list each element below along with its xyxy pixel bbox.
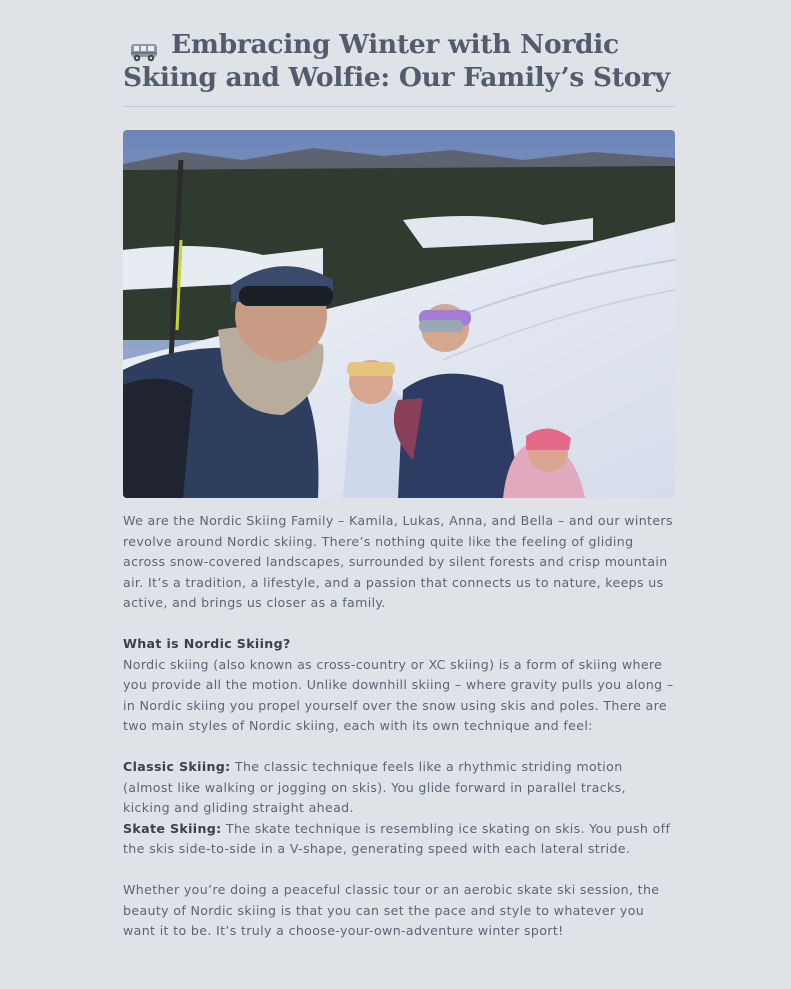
title-row: [123, 28, 675, 94]
classic-paragraph: [123, 757, 675, 819]
closing-paragraph: Whether you’re doing a peaceful classic tour or an aerobic skate ski session, the beauty of Nordic skiing is that you can set the pace and style to whatever you want it to be. It’s truly a choose-your-own-adventure winter sport!: [123, 882, 660, 938]
skate-label: Skate Skiing:: [123, 820, 222, 836]
family-ski-photo: [123, 130, 675, 498]
article: [123, 28, 675, 938]
van-icon: [129, 40, 159, 64]
article-body: [123, 511, 675, 942]
title-divider: [123, 106, 675, 107]
classic-label: Classic Skiing:: [123, 759, 231, 774]
intro-paragraph: We are the Nordic Skiing Family – Kamila, Lukas, Anna, and Bella – and our winters revolve around Nordic skiing. There’s nothing quite like the feeling of gliding across snow-covered landscapes, surrounded by silent forests and crisp mountain air. It’s a tradition, a lifestyle, and a passion that connects us to nature, keeps us active, and brings us closer as a family.: [123, 513, 673, 610]
article-title: Embracing Winter with Nordic Skiing and Wolfie: Our Family’s Story: [123, 29, 670, 93]
classic-text: The classic technique feels like a rhythmic striding motion (almost like walking or jogging on skis). You glide forward in parallel tracks, kicking and gliding straight ahead.: [123, 759, 626, 815]
section-heading-what-is-nordic-skiing: What is Nordic Skiing?: [123, 636, 291, 651]
skate-text: The skate technique is resembling ice skating on skis. You push off the skis side-to-side in a V-shape, generating speed with each lateral stride.: [123, 820, 671, 856]
skate-paragraph: [123, 819, 675, 860]
what-paragraph: Nordic skiing (also known as cross-country or XC skiing) is a form of skiing where you provide all the motion. Unlike downhill skiing – where gravity pulls you along – in Nordic skiing you propel yourself over the snow using skis and poles. There are two main styles of Nordic skiing, each with its own technique and feel:: [123, 656, 674, 733]
